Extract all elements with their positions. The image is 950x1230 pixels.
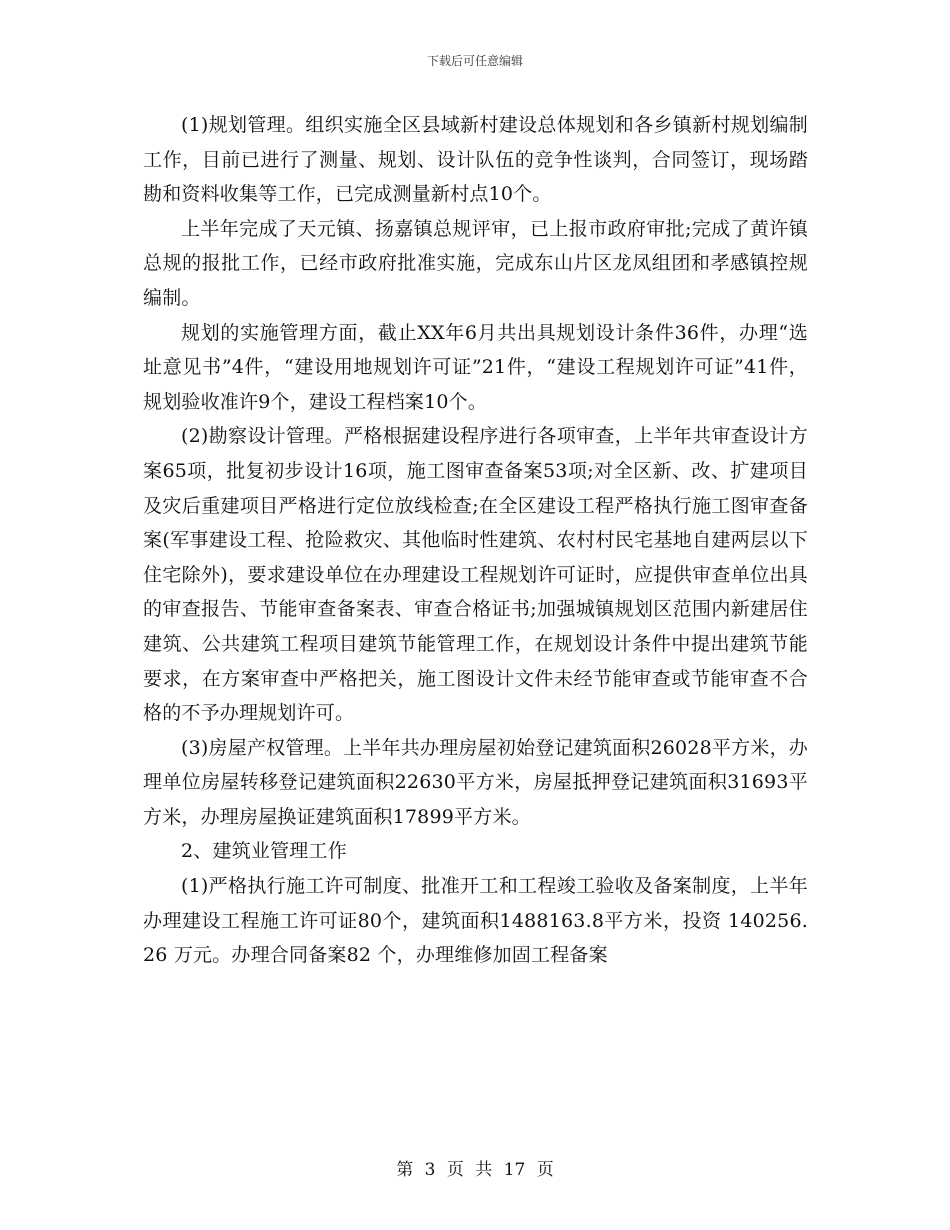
page-header: 下载后可任意编辑 [426,54,523,68]
paragraph-property-rights: (3)房屋产权管理。上半年共办理房屋初始登记建筑面积26028平方米，办理单位房屋转移登记建筑面积22630平方米，房屋抵押登记建筑面积31693平方米，办理房屋换证建筑面积17899平方米。 [143,736,808,828]
paragraph-construction-permits: (1)严格执行施工许可制度、批准开工和工程竣工验收及备案制度，上半年办理建设工程施工许可证80个，建筑面积1488163.8平方米，投资 140256.26 万元。办理合同备案82 个，办理维修加固工程备案 [143,875,808,967]
section-heading-construction-industry: 2、建筑业管理工作 [181,840,347,863]
paragraph-survey-design-management: (2)勘察设计管理。严格根据建设程序进行各项审查，上半年共审查设计方案65项，批复初步设计16项，施工图审查备案53项;对全区新、改、扩建项目及灾后重建项目严格进行定位放线检查;在全区建设工程严格执行施工图审查备案(军事建设工程、抢险救灾、其他临时性建筑、农村村民宅基地自建两层以下住宅除外)，要求建设单位在办理建设工程规划许可证时，应提供审查单位出具的审查报告、节能审查备案表、审查合格证书;加强城镇规划区范围内新建居住建筑、公共建筑工程项目建筑节能管理工作，在规划设计条件中提出建筑节能要求，在方案审查中严格把关，施工图设计文件未经节能审查或节能审查不合格的不予办理规划许可。 [143,425,808,725]
paragraph-planning-management: (1)规划管理。组织实施全区县域新村建设总体规划和各乡镇新村规划编制工作，目前已进行了测量、规划、设计队伍的竞争性谈判，合同签订，现场踏勘和资料收集等工作，已完成测量新村点10个。 [143,114,808,206]
page-footer: 第 3 页 共 17 页 [396,1160,554,1180]
document-body [143,108,808,973]
paragraph-planning-implementation: 规划的实施管理方面，截止XX年6月共出具规划设计条件36件，办理“选址意见书”4件，“建设用地规划许可证”21件，“建设工程规划许可证”41件，规划验收准许9个，建设工程档案10个。 [143,321,808,413]
paragraph-first-half-review: 上半年完成了天元镇、扬嘉镇总规评审，已上报市政府审批;完成了黄许镇总规的报批工作，已经市政府批准实施，完成东山片区龙凤组团和孝感镇控规编制。 [143,217,808,309]
